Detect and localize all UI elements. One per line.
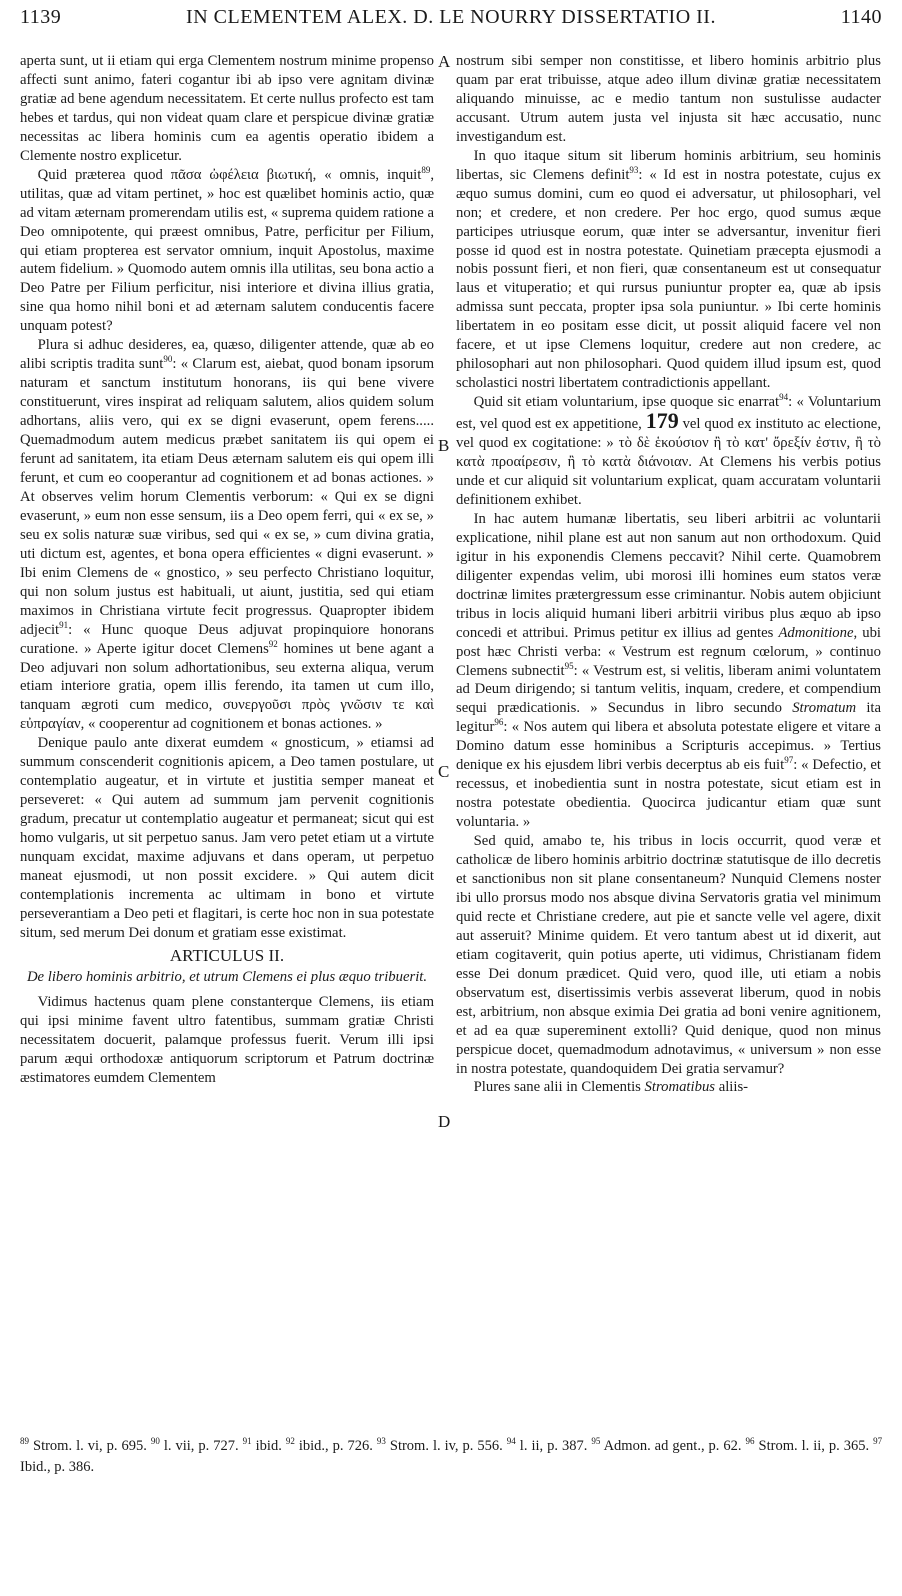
footnote-ref[interactable]: 97 [784,755,794,766]
edition-page-number: 179 [645,408,679,434]
paragraph: Plures sane alii in Clementis Stromatibus aliis- [473,1079,749,1096]
page-number-left: 1139 [20,6,62,28]
article-subtitle: De libero hominis arbitrio, et utrum Clemens ei plus æquo tribuerit. [26,968,428,985]
right-column [456,52,881,1097]
paragraph: Quid præterea quod πᾶσα ὠφέλεια βιωτική, « omnis, inquit$^{89}$, utilitas, quæ ad vitam pertinet, » hoc est quælibet hominis actio, quæ ad vitam æternam promerendam utilis est, « suprema quidem ratione a Deo omnipotente, qui præest omnibus, Patre, perficitur per Filium, qui etiam propterea est servator omnium, inquit Apostolus, maxime autem fidelium. » Quomodo autem omnis illa utilitas, seu bona actio a Deo Patre per Filium perficitur, nisi interiore et divina illius gratia, sine qua homo nihil boni et ad æternam salutem conducentis facere unquam potest? [20,164,434,335]
margin-letter-c: C [438,762,450,781]
footnote-text: Ibid., p. 386. [20,1459,95,1475]
footnotes: $^{89}$ Strom. l. vi, p. 695. $^{90}$ l. vii, p. 727. $^{91}$ ibid. $^{92}$ ibid., p. 726. $^{93}$ Strom. l. iv, p. 556. $^{94}$ l. ii, p. 387. $^{95}$ Admon. ad gent., p. 62. $^{96}$ Strom. l. ii, p. 365. $^{97}$ Ibid., p. 386. [20,1436,883,1475]
footnote-text: Admon. ad gent., p. 62. [603,1438,742,1454]
paragraph: Sed quid, amabo te, his tribus in locis occurrit, quod veræ et catholicæ de libero hominis arbitrio doctrinæ statutisque de illo decretis et sanctionibus non sit plane consentaneum? Nunquid Clemens noster ibi ullo prorsus modo nos absque divina Servatoris gratia vel minimum quid recte et Christiane credere, aut pie et sancte velle vel agere, dixit aut asseruit? Minime quidem. Et vero tantum abest ut id dixerit, aut etiam cogitaverit, quin potius aperte, uti vidimus, Christianam fidem esse Dei donum prædicet. Quid vero, quod ille, uti etiam a nobis observatum est, disertissimis verbis asseverat liberum, quod in nobis est, arbitrium, non absque eximia Dei gratia ad boni venire agnitionem, et ad ea quæ supereminent extolli? Quid denique, quod non minus perspicue docet, quemadmodum adnotavimus, « universum » non esse in nostra potestate, quandoquidem Dei gratia servamur? [456,833,881,1077]
footnote-text: Strom. l. ii, p. 365. [758,1438,870,1454]
footnote-text: Strom. l. iv, p. 556. [389,1438,503,1454]
page-header [20,6,882,36]
margin-letter-b: B [438,436,450,455]
paragraph: Denique paulo ante dixerat eumdem « gnosticum, » etiamsi ad summum conscenderit cognitionis apicem, a Deo tamen postulare, ut contemplatio augeatur, et in virtute et justitia semper maneat et perseveret: « Qui autem ad summum jam pervenit cognitionis gradum, precatur ut contemplatio augeatur et permaneat; sicut qui est homo vulgaris, ut sit perpetuo sanus. Jam vero petet etiam ut a virtute nunquam excidat, maxime adjuvans et dans operam, ut perpetuo maneat ejusmodi, ut non possit excidere. » Qui autem dicit contemplationis incrementa ac ultimam in bono et virtute perseverantiam a Deo peti et flagitari, is certe hoc non in sua potestate situm, sed merum Dei donum et gratiam esse existimat. [20,735,434,941]
footnote-ref[interactable]: 91 [59,619,69,630]
margin-letter-a: A [438,52,451,71]
paragraph: In hac autem humanæ libertatis, seu liberi arbitrii ac voluntarii explicatione, nihil plane est aut non sanum aut non orthodoxum. Quid igitur in his exponendis Clemens peccavit? Nihil certe. Quamobrem diligenter expendas velim, ubi morosi illi homines eum statos veræ doctrinæ limites prætergressum esse criminantur. Nobis autem objiciunt tribus in locis aliquid humani liberi arbitrii viribus plus æquo ab ipso concedi et attribui. Primus petitur ex illius ad gentes Admonitione, ubi post hæc Christi verba: « Vestrum est regnum cœlorum, » continuo Clemens subnectit$^{95}$: « Vestrum est, si velitis, liberam animi voluntatem ad Deum dirigendo; si tantum velitis, inquam, credere, et compendium sequi prædicationis. » Secundus in libro secundo Stromatum ita legitur$^{96}$: « Nos autem qui libera et absoluta potestate eligere et vitare a Domino datum esse hominibus a Scripturis accepimus. » Tertius denique ex his ejusdem libri verbis decerptus ab eis fuit$^{97}$: « Defectio, et recessus, et inobedientia sunt in nostra potestate, sicut etiam est in nostra potestate obedientia. Quocirca judicantur etiam quæ sunt voluntaria. » [456,510,882,831]
paragraph: aperta sunt, ut ii etiam qui erga Clementem nostrum minime propenso affecti sunt animo, fateri cogantur ibi ab ipso vere agnitam divinæ gratiæ ad bene agendum necessitatem. Et certe nullus profecto est tam hebes et tardus, qui non videat quam clare et perspicue divinæ gratiæ necessitas ac libera hominis cum ea agentis operatio ibidem a Clemente nostro explicetur. [20,53,434,164]
footnote-text: Strom. l. vi, p. 695. [33,1438,147,1454]
footnote-text: ibid. [255,1438,282,1454]
paragraph: Quid sit etiam voluntarium, ipse quoque sic enarrat$^{94}$: « Voluntarium est, vel quod est ex appetitione, 179 vel quod ex instituto ac electione, vel quod ex cogitatione: » τὸ δὲ ἑκούσιον ἢ τὸ κατ' ὄρεξίν ἐστιν, ἢ τὸ κατὰ προαίρεσιν, ἢ τὸ κατὰ διάνοιαν. At Clemens his verbis potius unde et cur aliquid sit voluntarium explicat, quam accuratam voluntarii definitionem exhibet. [456,392,881,508]
footnote-text: l. vii, p. 727. [163,1438,239,1454]
left-column [20,52,434,1087]
running-title: IN CLEMENTEM ALEX. D. LE NOURRY DISSERTATIO II. [186,6,716,28]
footnote-ref[interactable]: 96 [494,717,504,728]
paragraph: In quo itaque situm sit liberum hominis arbitrium, seu hominis libertas, sic Clemens definit$^{93}$: « Id est in nostra potestate, cujus ex æquo sumus domini, cum eo quod ei adversatur, ut philosophari, vel non; et credere, et non credere. Per hoc ergo, quod sumus æque participes utriusque eorum, quæ inter se adversantur, invenitur fieri posse id quod est in nostra potestate. Quinetiam præcepta ejusmodi a nobis possunt fieri, et non fieri, quæ consentaneum est ut consequatur laus et vituperatio; et qui rursus puniuntur propter ea, quæ ab ipsis admissa sunt peccata, propter ipsa sola puniuntur. » Ibi certe hominis libertatem in eo positam esse dicit, ut possit aliquid facere vel non facere, et ut ipse Clemens loquitur, credere aut non credere, ac philosophari aut non philosophari. Quod quidem illud ipsum est, quod scholastici nostri libertatem contradictionis appellant. [456,147,881,392]
paragraph: Plura si adhuc desideres, ea, quæso, diligenter attende, quæ ab eo alibi scriptis tradita sunt$^{90}$: « Clarum est, aiebat, quod bonam ipsorum naturam et sanctum institutum honorans, iis qui bene vivere constituerunt, vires inspirat ad reliquam salutem, alios quidem solum adhortans, aliis vero, qui ex se digni evaserunt, opem ferens..... Quemadmodum autem medicus præbet sanitatem iis qui opem ei ferunt ad sanitatem, ita etiam Deus æternam salutem eis qui opem illi ferunt, et cum eo cooperantur ad cognitionem et ad bonas actiones. » At observes velim horum Clementis verborum: « Qui ex se digni evaserunt, » eum non esse sensum, iis a Deo opem ferri, qui « ex se, » seu ex solis naturæ suæ viribus, sed qui « ex se, » cum divina gratia, uti dictum est, agentes, et bona opera efficientes « digni evaserunt. » Ibi enim Clemens de « gnostico, » seu perfecto Christiano loquitur, qui non solum justus est habituali, ut aiunt, justitia, sed qui etiam maximos in Christiana virtute fecit progressus. Quapropter ibidem adjecit$^{91}$: « Hunc quoque Deus adjuvat propinquiore honorans curatione. » Aperte igitur docet Clemens$^{92}$ homines ut bene agant a Deo adjuvari non solum adhortationibus, seu externa aliqua, verum etiam interiore gratia, opem illis ferendo, ita tamen ut cum illo, tanquam ægroti cum medico, συνεργοῦσι πρὸς γνῶσιν τε καὶ εὐπραγίαν, « cooperentur ad cognitionem et bonas actiones. » [20,337,435,733]
footnote-text: ibid., p. 726. [298,1438,373,1454]
footnote-ref[interactable]: 90 [163,354,173,365]
footnote-ref[interactable]: 95 [564,660,574,671]
page-number-right: 1140 [840,6,882,28]
footnote-text: l. ii, p. 387. [519,1438,588,1454]
footnote-ref[interactable]: 92 [268,638,278,649]
paragraph: nostrum sibi semper non constitisse, et libero hominis arbitrio plus quam par erat tribuisse, atque adeo illum divinæ gratiæ necessitatem aliquando minuisse, ac e medio tantum non sustulisse audacter accusant. Utrum autem justa vel injusta sit hæc accusatio, nunc investigandum est. [456,53,881,145]
footnote-ref[interactable]: 89 [421,164,431,175]
footnote-ref[interactable]: 94 [779,392,789,403]
paragraph: Vidimus hactenus quam plene constanterque Clemens, iis etiam qui ipsi minime favent ultro fatentibus, summam gratiæ Christi necessitatem docuerit, palamque professus fuerit. Verum illi ipsi parum æqui orthodoxæ antiquorum scriptorum et Patrum doctrinæ æstimatores eumdem Clementem [20,993,434,1086]
margin-letter-d: D [438,1112,451,1131]
article-heading: ARTICULUS II. [169,945,285,965]
footnote-ref[interactable]: 93 [629,164,639,175]
